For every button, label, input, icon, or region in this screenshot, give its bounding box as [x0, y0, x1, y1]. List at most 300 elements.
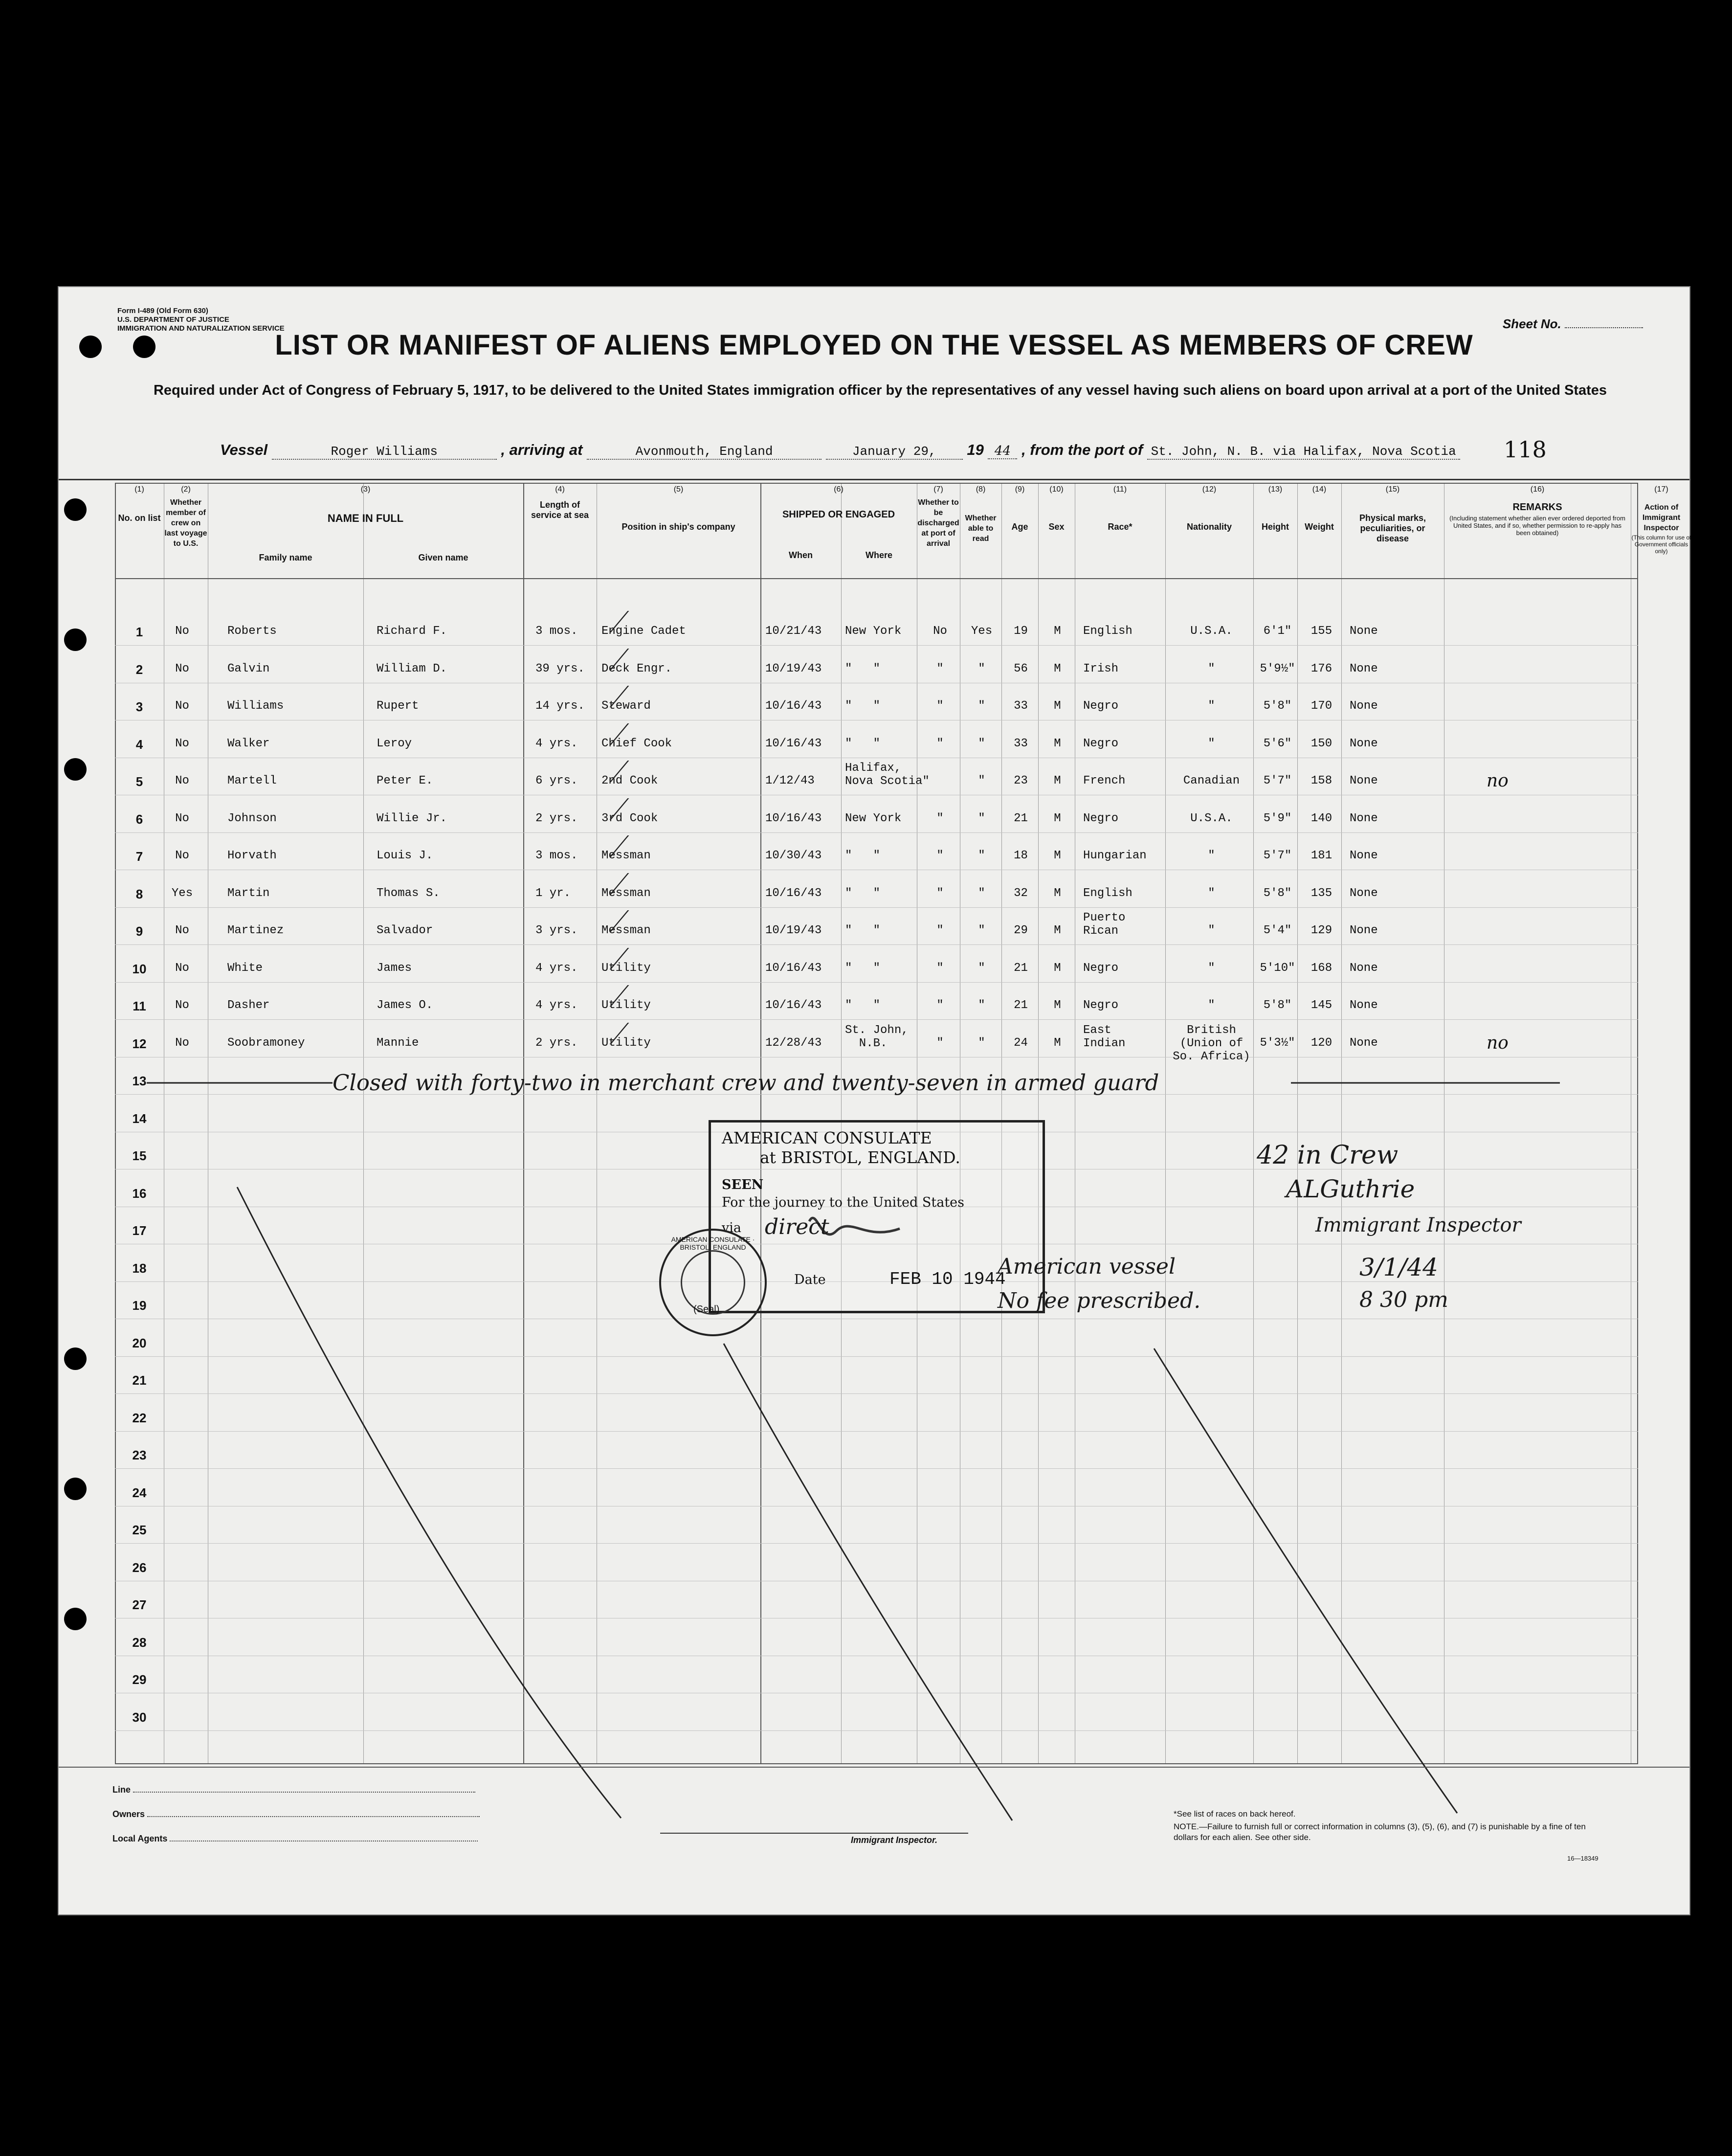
- cell-age: 24: [1014, 1036, 1028, 1050]
- cell-sex: M: [1054, 625, 1061, 638]
- sheet-no-label: Sheet No.: [1502, 316, 1561, 331]
- col-16-header: REMARKS: [1512, 502, 1562, 513]
- col-9-number: (9): [1015, 485, 1025, 494]
- seal-label: (Seal): [693, 1304, 720, 1315]
- cell-position: Utility: [601, 961, 651, 975]
- cell-marks: None: [1350, 737, 1378, 750]
- cell-where: " ": [845, 999, 881, 1012]
- col-2-header: Whether member of crew on last voyage to U.S.: [164, 498, 207, 548]
- cell-given: James O.: [377, 999, 433, 1012]
- cell-height: 6'1": [1263, 625, 1292, 638]
- col-4-number: (4): [555, 485, 565, 494]
- cell-nationality: U.S.A.: [1190, 625, 1233, 638]
- cell-family: Horvath: [227, 849, 277, 862]
- row-number: 17: [132, 1223, 147, 1238]
- cell-where: " ": [845, 961, 881, 975]
- cell-marks: None: [1350, 961, 1378, 975]
- row-number: 29: [132, 1672, 147, 1687]
- inspect-date: 3/1/44: [1359, 1253, 1438, 1281]
- vessel-name: Roger Williams: [272, 444, 497, 460]
- cell-family: Roberts: [227, 625, 277, 638]
- cell-height: 5'4": [1263, 924, 1292, 937]
- col-6-when-header: When: [789, 550, 813, 560]
- row-number: 11: [133, 999, 146, 1013]
- cell-position: Chief Cook: [601, 737, 672, 750]
- col-13-header: Height: [1262, 522, 1289, 532]
- cell-race: Negro: [1083, 699, 1119, 713]
- footer-owners: [112, 1809, 480, 1819]
- cell-height: 5'7": [1263, 774, 1292, 787]
- cell-weight: 168: [1310, 961, 1332, 975]
- row-number: 7: [135, 849, 143, 864]
- inspect-time: 8 30 pm: [1359, 1287, 1448, 1312]
- arriving-at: Avonmouth, England: [587, 444, 822, 460]
- cell-nationality: ": [1208, 961, 1215, 975]
- row-number: 28: [132, 1635, 147, 1650]
- cell-weight: 145: [1310, 999, 1332, 1012]
- cell-race: East Indian: [1083, 1023, 1126, 1050]
- cell-prev: No: [175, 662, 189, 675]
- col-8-header: Whether able to read: [965, 514, 997, 543]
- cell-marks: None: [1350, 774, 1378, 787]
- cell-service: 4 yrs.: [535, 961, 578, 975]
- cell-service: 2 yrs.: [535, 811, 578, 825]
- col-6-header: SHIPPED OR ENGAGED: [782, 509, 895, 520]
- row-number: 18: [132, 1260, 147, 1276]
- cell-height: 5'8": [1263, 886, 1292, 900]
- col-14-header: Weight: [1305, 522, 1334, 532]
- cell-where: " ": [845, 924, 881, 937]
- cell-family: Martell: [227, 774, 277, 787]
- cell-race: English: [1083, 625, 1132, 638]
- cell-service: 6 yrs.: [535, 774, 578, 787]
- cell-nationality: Canadian: [1183, 774, 1240, 787]
- cell-nationality: ": [1208, 699, 1215, 713]
- cell-read: ": [978, 1036, 985, 1050]
- cell-prev: No: [175, 961, 189, 975]
- col-8-number: (8): [976, 485, 986, 494]
- cell-marks: None: [1350, 924, 1378, 937]
- no-fee-note: No fee prescribed.: [998, 1288, 1201, 1313]
- cell-prev: No: [175, 999, 189, 1012]
- cell-age: 21: [1014, 999, 1028, 1012]
- cell-where: " ": [845, 886, 881, 900]
- cell-discharged: ": [936, 924, 944, 937]
- cell-where: " ": [845, 849, 881, 862]
- cell-age: 21: [1014, 961, 1028, 975]
- col-6-number: (6): [834, 485, 844, 494]
- col-11-header: Race*: [1108, 522, 1132, 532]
- col-3-family-header: Family name: [259, 553, 312, 562]
- cell-prev: No: [175, 699, 189, 713]
- cell-marks: None: [1350, 662, 1378, 675]
- inspector-signature: ALGuthrie: [1286, 1175, 1415, 1203]
- cell-prev: Yes: [171, 886, 193, 900]
- cell-where: New York: [845, 625, 902, 638]
- col-1-header: No. on list: [118, 513, 161, 523]
- row-number: 24: [132, 1485, 147, 1500]
- cell-service: 1 yr.: [535, 886, 571, 900]
- cell-prev: No: [175, 625, 189, 638]
- consulate-seal: [659, 1229, 767, 1336]
- cell-height: 5'6": [1263, 737, 1292, 750]
- void-slash-1: [237, 1187, 621, 1818]
- col-3-header: NAME IN FULL: [327, 512, 404, 524]
- cell-when: 1/12/43: [765, 774, 815, 787]
- cell-position: Messman: [601, 924, 651, 937]
- cell-family: Walker: [227, 737, 270, 750]
- cell-when: 10/30/43: [765, 849, 822, 862]
- cell-when: 10/16/43: [765, 737, 822, 750]
- row-number: 25: [132, 1523, 147, 1537]
- col-1-number: (1): [134, 485, 144, 494]
- cell-sex: M: [1054, 886, 1061, 900]
- row-number: 12: [132, 1036, 147, 1051]
- cell-age: 33: [1014, 737, 1028, 750]
- port-label: , from the port of: [1021, 441, 1143, 458]
- american-vessel-note: American vessel: [998, 1254, 1176, 1279]
- cell-nationality: ": [1208, 924, 1215, 937]
- stamp-date-label: Date: [794, 1272, 826, 1287]
- col-9-header: Age: [1011, 522, 1028, 532]
- col-17-header: Action of Immigrant Inspector: [1642, 503, 1681, 532]
- cell-weight: 170: [1310, 699, 1332, 713]
- cell-nationality: British (Union of So. Africa): [1173, 1023, 1250, 1063]
- cell-position: Steward: [601, 699, 651, 713]
- cell-read: ": [978, 774, 985, 787]
- footer-line: [112, 1785, 475, 1795]
- cell-where: St. John, N.B.: [845, 1023, 909, 1050]
- row-number: 26: [132, 1560, 147, 1575]
- manifest-sheet: [58, 286, 1690, 1915]
- cell-height: 5'8": [1263, 999, 1292, 1012]
- cell-prev: No: [175, 774, 189, 787]
- arriving-label: , arriving at: [501, 441, 583, 458]
- handwritten-strokes: [59, 287, 1689, 1914]
- cell-weight: 150: [1310, 737, 1332, 750]
- cell-service: 14 yrs.: [535, 699, 585, 713]
- service: IMMIGRATION AND NATURALIZATION SERVICE: [117, 324, 285, 333]
- footer-agents-label: Local Agents: [112, 1834, 168, 1843]
- cell-position: Engine Cadet: [601, 625, 686, 638]
- cell-position: 3rd Cook: [601, 811, 658, 825]
- cell-given: Louis J.: [377, 849, 433, 862]
- cell-when: 10/16/43: [765, 961, 822, 975]
- cell-race: Negro: [1083, 811, 1119, 825]
- cell-given: Leroy: [377, 737, 412, 750]
- row-number: 8: [135, 886, 143, 901]
- cell-weight: 155: [1310, 625, 1332, 638]
- cell-where: New York: [845, 811, 902, 825]
- cell-position: Messman: [601, 886, 651, 900]
- cell-age: 33: [1014, 699, 1028, 713]
- cell-marks: None: [1350, 999, 1378, 1012]
- col-15-header: Physical marks, peculiarities, or disease: [1359, 513, 1426, 543]
- cell-service: 3 mos.: [535, 625, 578, 638]
- cell-height: 5'9": [1263, 811, 1292, 825]
- crew-count-note: 42 in Crew: [1257, 1141, 1399, 1170]
- cell-service: 3 yrs.: [535, 924, 578, 937]
- cell-age: 23: [1014, 774, 1028, 787]
- cell-nationality: ": [1208, 662, 1215, 675]
- cell-read: ": [978, 699, 985, 713]
- arrival-date: January 29,: [826, 444, 963, 460]
- cell-age: 21: [1014, 811, 1028, 825]
- cell-height: 5'7": [1263, 849, 1292, 862]
- footer-rule: [59, 1767, 1689, 1768]
- cell-discharged: No: [933, 625, 947, 638]
- footer-owners-blank: [147, 1816, 480, 1817]
- cell-service: 4 yrs.: [535, 999, 578, 1012]
- col-2-number: (2): [181, 485, 191, 494]
- cell-marks: None: [1350, 625, 1378, 638]
- cell-race: Puerto Rican: [1083, 911, 1126, 938]
- row-number: 22: [132, 1410, 147, 1425]
- inspector-signature-line: [660, 1833, 968, 1834]
- year-prefix: 19: [967, 441, 984, 458]
- cell-given: Willie Jr.: [377, 811, 447, 825]
- cell-race: Hungarian: [1083, 849, 1147, 862]
- footer-line-label: Line: [112, 1785, 131, 1795]
- col-5-header: Position in ship's company: [622, 522, 735, 532]
- cell-nationality: ": [1208, 849, 1215, 862]
- cell-read: ": [978, 999, 985, 1012]
- void-slash-3: [1154, 1348, 1457, 1813]
- col-6-where-header: Where: [865, 550, 892, 560]
- form-number: Form I-489 (Old Form 630): [117, 307, 208, 315]
- cell-read: ": [978, 849, 985, 862]
- row-number: 21: [132, 1373, 147, 1388]
- row-number: 19: [132, 1298, 147, 1313]
- cell-sex: M: [1054, 699, 1061, 713]
- row-number: 3: [135, 699, 143, 714]
- cell-height: 5'9½": [1260, 662, 1295, 675]
- cell-race: English: [1083, 886, 1132, 900]
- footer-line-blank: [133, 1792, 475, 1793]
- cell-weight: 120: [1310, 1036, 1332, 1050]
- cell-marks: None: [1350, 849, 1378, 862]
- row-number: 15: [132, 1148, 147, 1163]
- row-number: 20: [132, 1335, 147, 1350]
- cell-prev: No: [175, 924, 189, 937]
- department: U.S. DEPARTMENT OF JUSTICE: [117, 315, 229, 324]
- cell-read: ": [978, 924, 985, 937]
- row-number: 30: [132, 1709, 147, 1725]
- footer-print-code: 16—18349: [1567, 1855, 1599, 1862]
- row-number: 10: [132, 961, 147, 976]
- cell-read: ": [978, 886, 985, 900]
- cell-marks: None: [1350, 811, 1378, 825]
- row-number: 23: [132, 1448, 147, 1462]
- cell-race: French: [1083, 774, 1126, 787]
- cell-nationality: ": [1208, 999, 1215, 1012]
- cell-where: Halifax, Nova Scotia": [845, 762, 930, 788]
- cell-sex: M: [1054, 737, 1061, 750]
- stamp-date-value: FEB 10 1944: [889, 1269, 1006, 1289]
- cell-sex: M: [1054, 811, 1061, 825]
- col-17-number: (17): [1654, 485, 1668, 494]
- cell-prev: No: [175, 811, 189, 825]
- handwritten-sheet-number: 118: [1504, 436, 1547, 463]
- stamp-journey: For the journey to the United States: [722, 1195, 965, 1210]
- row-number: 6: [135, 811, 143, 827]
- cell-family: Williams: [227, 699, 284, 713]
- cell-weight: 176: [1310, 662, 1332, 675]
- cell-position: Deck Engr.: [601, 662, 672, 675]
- vessel-label: Vessel: [220, 441, 268, 458]
- cell-marks: None: [1350, 699, 1378, 713]
- cell-when: 10/16/43: [765, 811, 822, 825]
- inspector-title: Immigrant Inspector: [1315, 1214, 1521, 1236]
- footer-note-races: *See list of races on back hereof.: [1174, 1809, 1296, 1819]
- cell-nationality: U.S.A.: [1190, 811, 1233, 825]
- row-number: 1: [135, 625, 143, 639]
- stamp-location: at BRISTOL, ENGLAND.: [760, 1148, 960, 1167]
- cell-race: Irish: [1083, 662, 1119, 675]
- cell-read: ": [978, 737, 985, 750]
- cell-read: ": [978, 662, 985, 675]
- page-subtitle: Required under Act of Congress of February 5, 1917, to be delivered to the United States immigration officer by the representatives of any vessel having such aliens on board upon arrival at a port of the United States: [153, 382, 1607, 398]
- inspector-label: Immigrant Inspector.: [851, 1835, 938, 1845]
- footer-owners-label: Owners: [112, 1809, 145, 1819]
- cell-remarks: no: [1487, 1033, 1509, 1053]
- row-number: 16: [132, 1186, 147, 1201]
- cell-weight: 181: [1310, 849, 1332, 862]
- cell-weight: 129: [1310, 924, 1332, 937]
- cell-sex: M: [1054, 999, 1061, 1012]
- cell-position: 2nd Cook: [601, 774, 658, 787]
- cell-race: Negro: [1083, 999, 1119, 1012]
- cell-nationality: ": [1208, 886, 1215, 900]
- cell-service: 3 mos.: [535, 849, 578, 862]
- cell-sex: M: [1054, 924, 1061, 937]
- cell-height: 5'8": [1263, 699, 1292, 713]
- cell-age: 19: [1014, 625, 1028, 638]
- cell-discharged: ": [936, 737, 944, 750]
- col-15-number: (15): [1385, 485, 1400, 494]
- cell-discharged: ": [936, 886, 944, 900]
- stamp-via-value: direct: [765, 1214, 829, 1239]
- cell-height: 5'3½": [1260, 1036, 1295, 1050]
- closing-note: Closed with forty-two in merchant crew and twenty-seven in armed guard: [333, 1070, 1159, 1096]
- cell-race: Negro: [1083, 737, 1119, 750]
- cell-where: " ": [845, 662, 881, 675]
- cell-sex: M: [1054, 774, 1061, 787]
- cell-prev: No: [175, 737, 189, 750]
- stamp-title: AMERICAN CONSULATE: [722, 1128, 932, 1147]
- col-12-number: (12): [1202, 485, 1217, 494]
- footer-agents-blank: [170, 1841, 478, 1842]
- col-7-number: (7): [933, 485, 943, 494]
- cell-remarks: no: [1487, 771, 1509, 791]
- row-number: 2: [135, 662, 143, 677]
- col-16-number: (16): [1530, 485, 1545, 494]
- seal-ring-text: AMERICAN CONSULATE · BRISTOL, ENGLAND: [671, 1235, 755, 1251]
- footer-note-fine: NOTE.—Failure to furnish full or correct information in columns (3), (5), (6), and (7) is punishable by a fine of ten dollars for each alien. See other side.: [1174, 1822, 1586, 1842]
- cell-read: Yes: [971, 625, 993, 638]
- cell-service: 4 yrs.: [535, 737, 578, 750]
- cell-family: Johnson: [227, 811, 277, 825]
- cell-age: 32: [1014, 886, 1028, 900]
- cell-given: Peter E.: [377, 774, 433, 787]
- col-10-header: Sex: [1048, 522, 1065, 532]
- cell-given: William D.: [377, 662, 447, 675]
- cell-discharged: ": [936, 1036, 944, 1050]
- cell-when: 10/19/43: [765, 662, 822, 675]
- cell-family: Galvin: [227, 662, 270, 675]
- cell-nationality: ": [1208, 737, 1215, 750]
- row-number: 27: [132, 1597, 147, 1612]
- row-number: 4: [135, 737, 143, 752]
- cell-given: Mannie: [377, 1036, 419, 1050]
- arrival-year: 44: [988, 444, 1017, 459]
- col-3-number: (3): [360, 485, 371, 494]
- cell-sex: M: [1054, 961, 1061, 975]
- col-16-note: (Including statement whether alien ever ordered deported from United States, and if so, whether permission to re-apply has been obtained): [1449, 515, 1625, 537]
- cell-family: Martin: [227, 886, 270, 900]
- row-number: 13: [132, 1074, 147, 1088]
- col-5-number: (5): [673, 485, 684, 494]
- col-4-header: Length of service at sea: [531, 500, 589, 520]
- stamp-seen: SEEN: [722, 1177, 764, 1192]
- col-12-header: Nationality: [1186, 522, 1232, 532]
- cell-given: James: [377, 961, 412, 975]
- cell-read: ": [978, 811, 985, 825]
- cell-age: 18: [1014, 849, 1028, 862]
- cell-prev: No: [175, 1036, 189, 1050]
- cell-when: 10/16/43: [765, 886, 822, 900]
- cell-prev: No: [175, 849, 189, 862]
- cell-given: Rupert: [377, 699, 419, 713]
- cell-where: " ": [845, 699, 881, 713]
- cell-family: White: [227, 961, 263, 975]
- cell-discharged: ": [936, 699, 944, 713]
- cell-weight: 158: [1310, 774, 1332, 787]
- cell-age: 56: [1014, 662, 1028, 675]
- cell-family: Soobramoney: [227, 1036, 305, 1050]
- row-number: 9: [135, 924, 143, 939]
- cell-discharged: ": [936, 999, 944, 1012]
- cell-family: Martinez: [227, 924, 284, 937]
- col-10-number: (10): [1049, 485, 1064, 494]
- cell-position: Messman: [601, 849, 651, 862]
- cell-service: 2 yrs.: [535, 1036, 578, 1050]
- col-14-number: (14): [1312, 485, 1327, 494]
- cell-discharged: ": [936, 849, 944, 862]
- col-11-number: (11): [1113, 485, 1127, 494]
- cell-service: 39 yrs.: [535, 662, 585, 675]
- cell-when: 10/16/43: [765, 999, 822, 1012]
- cell-given: Salvador: [377, 924, 433, 937]
- cell-weight: 140: [1310, 811, 1332, 825]
- cell-when: 10/19/43: [765, 924, 822, 937]
- void-slash-2: [724, 1344, 1012, 1820]
- cell-position: Utility: [601, 1036, 651, 1050]
- cell-weight: 135: [1310, 886, 1332, 900]
- cell-when: 12/28/43: [765, 1036, 822, 1050]
- cell-family: Dasher: [227, 999, 270, 1012]
- col-7-header: Whether to be discharged at port of arrival: [917, 498, 959, 548]
- port-of-departure: St. John, N. B. via Halifax, Nova Scotia: [1147, 444, 1460, 460]
- cell-when: 10/16/43: [765, 699, 822, 713]
- cell-height: 5'10": [1260, 961, 1295, 975]
- row-number: 14: [132, 1111, 147, 1126]
- cell-position: Utility: [601, 999, 651, 1012]
- cell-sex: M: [1054, 849, 1061, 862]
- col-17-note: (This column for use of Government officials only): [1631, 534, 1691, 555]
- col-3-given-header: Given name: [418, 553, 468, 562]
- cell-read: ": [978, 961, 985, 975]
